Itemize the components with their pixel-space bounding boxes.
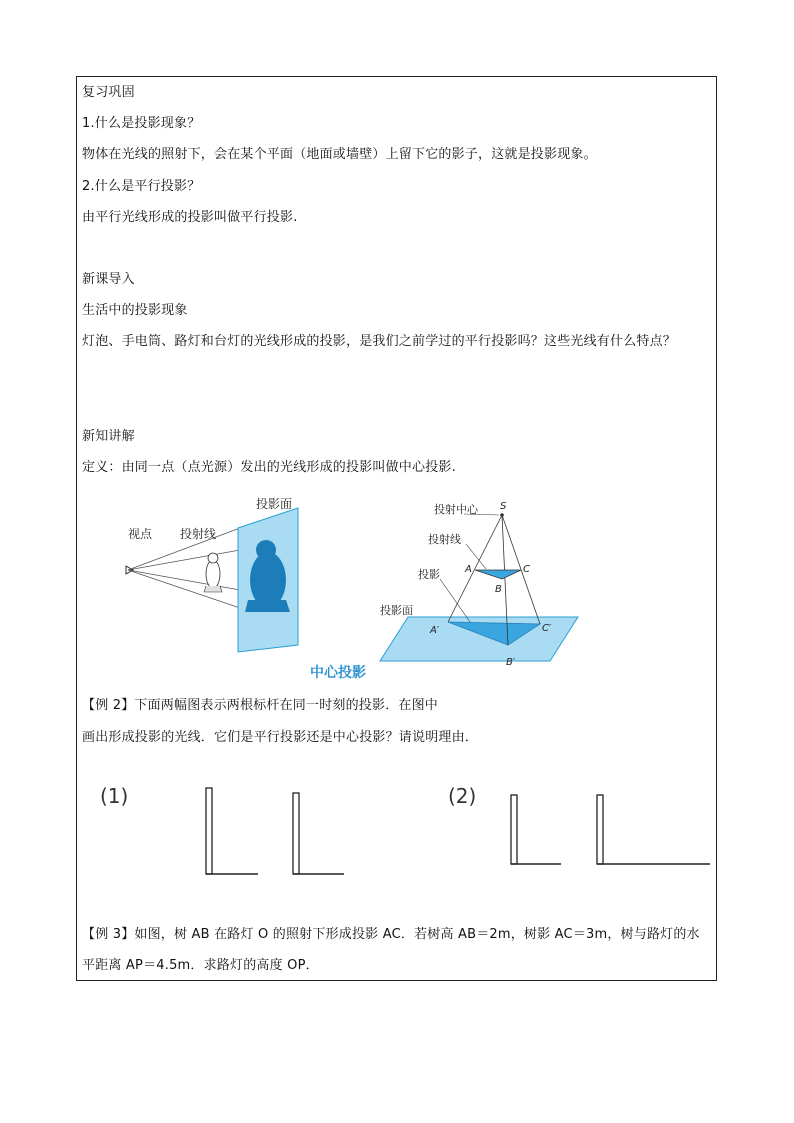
- small-penguin-icon: [204, 553, 222, 592]
- ray-line: [502, 515, 540, 624]
- point-b2-label: B′: [506, 657, 516, 668]
- label-plane: 投影面: [256, 497, 293, 511]
- pole: [597, 795, 603, 864]
- ray-line: [128, 550, 240, 570]
- label-ray: 投射线: [180, 527, 217, 541]
- pointer-line: [440, 579, 470, 622]
- intro-question: 灯泡、手电筒、路灯和台灯的光线形成的投影，是我们之前学过的平行投影吗？这些光线有什么特点？: [82, 334, 677, 349]
- ray-line: [128, 570, 240, 608]
- pole: [511, 795, 517, 864]
- point-s-label: S: [500, 501, 507, 512]
- pole: [293, 793, 299, 874]
- example3-text: 【例 3】如图，树 AB 在路灯 O 的照射下形成投影 AC．若树高 AB＝2m，树影 AC＝3m，树与路灯的水平距离 AP＝4.5m．求路灯的高度 OP．: [82, 927, 700, 973]
- intro-heading: 新课导入: [82, 272, 135, 287]
- point-b-label: B: [495, 584, 502, 595]
- intro-subheading: 生活中的投影现象: [82, 303, 188, 318]
- answer-2: 由平行光线形成的投影叫做平行投影.: [82, 210, 298, 225]
- central-projection-figure-triangle: [378, 497, 588, 677]
- lesson-heading: 新知讲解: [82, 429, 135, 444]
- example2-line2: 画出形成投影的光线．它们是平行投影还是中心投影？请说明理由．: [82, 730, 479, 745]
- pole: [206, 788, 212, 874]
- label-plane: 投影面: [380, 604, 413, 617]
- label-center: 投射中心: [434, 503, 478, 516]
- point-a-label: A: [465, 564, 472, 575]
- label-viewpoint: 视点: [128, 527, 153, 541]
- review-heading: 复习巩固: [82, 85, 135, 100]
- ray-line: [448, 515, 502, 622]
- example2-line1: 【例 2】下面两幅图表示两根标杆在同一时刻的投影．在图中: [82, 698, 439, 713]
- answer-1: 物体在光线的照射下，会在某个平面（地面或墙壁）上留下它的影子，这就是投影现象。: [82, 147, 597, 162]
- ray-line: [128, 570, 240, 590]
- figure-label-1: (1): [100, 784, 129, 808]
- definition-text: 定义：由同一点（点光源）发出的光线形成的投影叫做中心投影.: [82, 460, 456, 475]
- question-2: 2.什么是平行投影？: [82, 179, 201, 194]
- figure-caption: 中心投影: [310, 665, 366, 681]
- question-1: 1.什么是投影现象？: [82, 116, 201, 131]
- point-s: [500, 513, 504, 517]
- point-a2-label: A′: [430, 625, 440, 636]
- example2-figures: [80, 770, 715, 885]
- central-projection-figure-penguin: [118, 490, 388, 690]
- point-c2-label: C′: [542, 623, 552, 634]
- figure-label-2: (2): [448, 784, 477, 808]
- object-triangle: [475, 570, 521, 579]
- label-ray: 投射线: [428, 533, 461, 546]
- point-c-label: C: [523, 564, 530, 575]
- label-projection: 投影: [418, 568, 440, 581]
